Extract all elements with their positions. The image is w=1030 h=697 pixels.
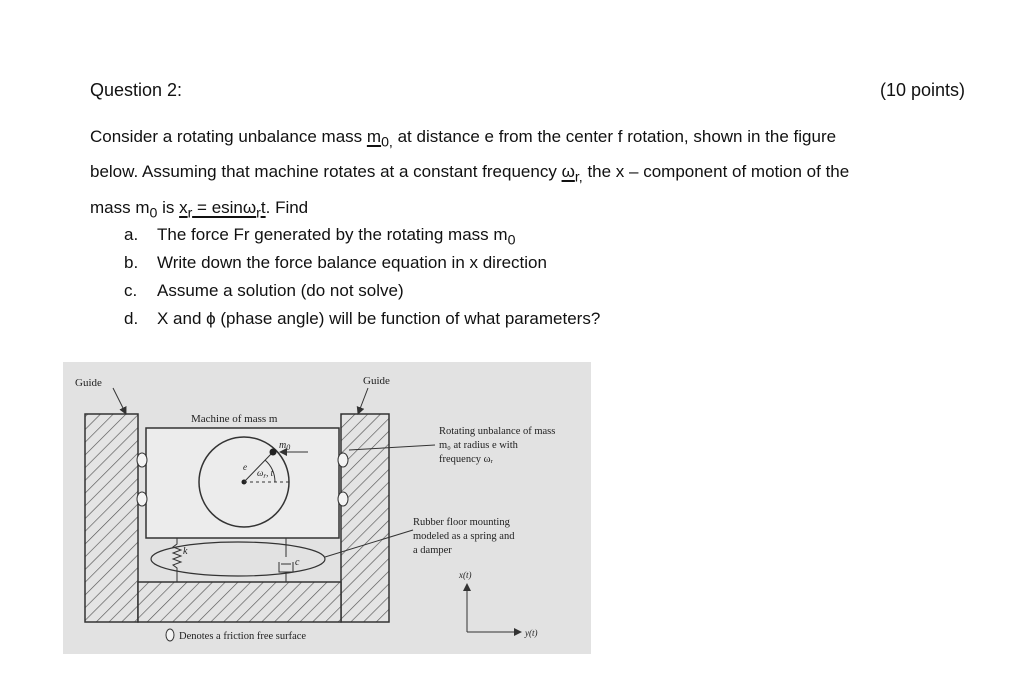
x-axis-label: x(t) [459,570,472,580]
omega-symbol [561,162,583,186]
roller-left-bottom [137,492,147,506]
eq-t: t [260,197,266,217]
unbalance-figure [63,362,591,654]
part-c [124,277,600,305]
omega-letter: ω [561,162,575,182]
unbalance-mass [270,449,277,456]
question-parts [124,221,600,333]
part-label: a. [124,225,139,244]
machine-label: Machine of mass m [191,413,278,425]
part-b [124,249,600,277]
rotating-caption-2: m₀ at radius e with [439,440,518,451]
question-line-1 [90,122,990,157]
part-label: d. [124,309,139,328]
omega-subscript: r, [574,169,583,186]
eq-mid: = esinω [192,197,257,217]
motion-equation [179,197,266,222]
left-guide-wall [85,414,138,622]
omega-label: $\omega_r$, t [257,468,274,480]
part-label: c. [124,281,138,300]
part-label: b. [124,253,139,272]
question-body [90,122,990,228]
mass-label: $m_0$ [279,440,291,452]
line3-rest: . Find [265,197,309,217]
y-axis-label: y(t) [525,628,538,638]
rotating-caption-3: frequency ωᵣ [439,454,493,465]
line2-rest: the x – component of motion of the [582,162,850,182]
part-text: X and ϕ (phase angle) will be function of what parameters? [157,309,601,328]
friction-note: Denotes a friction free surface [179,631,307,642]
part-text: Write down the force balance equation in x direction [157,253,547,272]
eq-omega-sub: r [256,205,261,222]
k-label: k [183,546,188,557]
question-title: Question 2: [90,80,183,100]
part-text: Assume a solution (do not solve) [157,281,404,300]
unbalance-diagram [63,362,591,654]
mass-letter: m [366,127,382,146]
guide-right-label: Guide [363,375,390,387]
part-d [124,305,600,333]
eq-x-sub: r [187,205,193,222]
rubber-caption-3: a damper [413,545,452,556]
rubber-caption-2: modeled as a spring and [413,531,515,542]
line1-rest: at distance e from the center f rotation, shown in the figure [392,127,837,146]
line3-text: mass m [90,197,150,217]
guide-left-label: Guide [75,377,102,389]
line3-is: is [157,197,180,217]
line2-text: below. Assuming that machine rotates at a constant frequency [90,162,562,182]
mass-symbol [366,127,393,151]
floor-base [138,582,341,622]
c-label: c [295,557,300,568]
mass-subscript: 0, [381,134,393,151]
roller-left-top [137,453,147,467]
part-text: The force Fr generated by the rotating mass m [157,225,508,244]
e-label: e [243,462,247,472]
line1-text: Consider a rotating unbalance mass [90,127,367,146]
friction-free-symbol [166,629,174,641]
line3-subscript: 0 [149,205,158,222]
part-a [124,221,600,249]
question-line-2 [90,157,990,192]
right-guide-wall [341,414,389,622]
rotating-caption-1: Rotating unbalance of mass [439,426,556,437]
eq-x: x [179,197,188,217]
rubber-caption-1: Rubber floor mounting [413,517,510,528]
question-points: (10 points) [879,80,965,100]
roller-right-bottom [338,492,348,506]
roller-right-top [338,453,348,467]
part-subscript: 0 [507,232,516,249]
